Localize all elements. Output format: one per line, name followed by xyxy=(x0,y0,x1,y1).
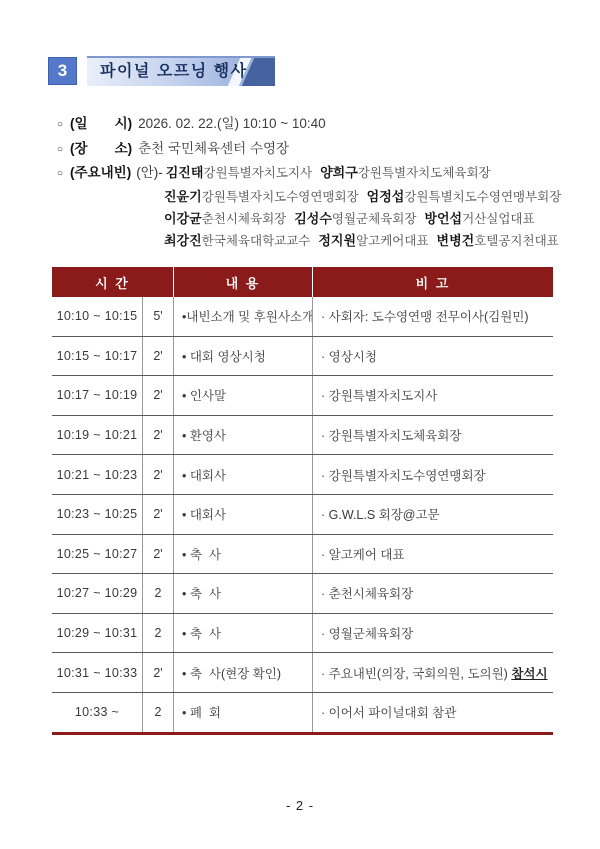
schedule-table-header xyxy=(52,267,553,297)
vip-name: 김진태 xyxy=(165,165,204,180)
vip-label: (주요내빈) xyxy=(70,165,132,180)
cell-remark: · 영상시청 xyxy=(312,337,553,376)
page-number: - 2 - xyxy=(285,798,315,813)
event-datetime-line xyxy=(57,112,577,137)
table-row xyxy=(52,495,553,535)
table-row xyxy=(52,337,553,377)
table-row xyxy=(52,416,553,456)
section-title: 파이널 오프닝 행사 xyxy=(100,63,248,80)
cell-time: 10:10 ~ 10:15 xyxy=(56,309,138,324)
vip-name: 변병건 xyxy=(436,232,475,248)
cell-content: • 축 사 xyxy=(173,535,312,574)
vip-name: 김성수 xyxy=(294,210,332,226)
vip-name: 정지원 xyxy=(318,232,357,248)
cell-remark: · 영월군체육회장 xyxy=(312,614,553,653)
cell-remark: · 춘천시체육회장 xyxy=(312,574,553,613)
cell-time: 10:15 ~ 10:17 xyxy=(56,348,138,363)
vip-title: 알고케어대표 xyxy=(356,233,429,248)
cell-content: • 축 사 xyxy=(173,614,312,653)
vip-line xyxy=(57,186,577,208)
vip-title: 춘천시체육회장 xyxy=(201,211,287,226)
cell-content: •내빈소개 및 후원사소개 xyxy=(173,297,312,336)
cell-time: 10:21 ~ 10:23 xyxy=(56,467,138,482)
section-number-badge: 3 xyxy=(48,57,77,85)
datetime-label: (일 시) xyxy=(70,116,133,131)
vip-title: 강원특별치도수영연맹부회장 xyxy=(404,189,562,204)
vip-draft-prefix: (안)- xyxy=(136,165,163,180)
cell-duration: 2' xyxy=(142,337,173,376)
vip-title: 한국체육대학교교수 xyxy=(201,233,311,248)
cell-duration: 2 xyxy=(142,614,173,653)
cell-remark: · 강원특별자치도수영연맹회장 xyxy=(312,455,553,494)
cell-content: • 대회사 xyxy=(173,495,312,534)
table-row xyxy=(52,297,553,337)
cell-remark: · 주요내빈(의장, 국회의원, 도의원) 참석시 xyxy=(312,653,553,692)
cell-time: 10:17 ~ 10:19 xyxy=(56,388,138,403)
table-row xyxy=(52,455,553,495)
vip-title: 호텔공지천대표 xyxy=(474,233,559,248)
column-header-content: 내 용 xyxy=(173,267,312,297)
cell-content: • 폐 회 xyxy=(173,693,312,732)
vip-name: 진윤기 xyxy=(164,188,202,204)
event-vip-line xyxy=(57,161,577,186)
vip-title: 강원특별자치도수영연맹회장 xyxy=(201,189,359,204)
event-venue-line xyxy=(57,137,577,162)
schedule-table xyxy=(52,267,553,735)
vip-title: 영월군체육회장 xyxy=(331,211,417,226)
cell-content: • 대회 영상시청 xyxy=(173,337,312,376)
venue-label: (장 소) xyxy=(70,140,133,156)
vip-title: 강원특별자치도지사 xyxy=(203,166,313,180)
vip-title: 강원특별자치도체육회장 xyxy=(357,166,491,180)
circle-bullet: ○ xyxy=(57,143,64,155)
vip-line xyxy=(166,165,499,180)
event-info xyxy=(57,112,577,252)
vip-name: 방언섭 xyxy=(424,210,463,226)
cell-duration: 2' xyxy=(142,416,173,455)
vip-name: 최강진 xyxy=(164,232,202,248)
vip-title: 거산실업대표 xyxy=(462,211,535,226)
cell-time: 10:31 ~ 10:33 xyxy=(56,665,138,680)
section-title-banner xyxy=(87,56,275,86)
table-row xyxy=(52,574,553,614)
column-header-time: 시 간 xyxy=(95,275,130,291)
cell-content: • 인사말 xyxy=(173,376,312,415)
cell-content: • 축 사(현장 확인) xyxy=(173,653,312,692)
schedule-table-body xyxy=(52,297,553,732)
cell-duration: 2' xyxy=(142,535,173,574)
table-row xyxy=(52,376,553,416)
cell-time: 10:27 ~ 10:29 xyxy=(56,586,138,601)
table-row xyxy=(52,535,553,575)
cell-duration: 2 xyxy=(142,574,173,613)
table-row xyxy=(52,614,553,654)
cell-duration: 2' xyxy=(142,376,173,415)
vip-name: 이강균 xyxy=(164,210,202,226)
cell-time: 10:29 ~ 10:31 xyxy=(56,626,138,641)
cell-remark: · 사회자: 도수영연맹 전무이사(김원민) xyxy=(312,297,553,336)
cell-content: • 환영사 xyxy=(173,416,312,455)
circle-bullet: ○ xyxy=(57,168,64,179)
vip-name: 엄정섭 xyxy=(366,188,405,204)
cell-time: 10:19 ~ 10:21 xyxy=(56,428,138,443)
remark-emphasis: 참석시 xyxy=(511,666,548,681)
cell-duration: 2' xyxy=(142,455,173,494)
cell-duration: 2' xyxy=(142,653,173,692)
cell-remark: · 이어서 파이널대회 참관 xyxy=(312,693,553,732)
cell-time: 10:25 ~ 10:27 xyxy=(56,546,138,561)
cell-remark: · 알고케어 대표 xyxy=(312,535,553,574)
table-row xyxy=(52,693,553,732)
cell-remark: · 강원특별자치도지사 xyxy=(312,376,553,415)
datetime-value: 2026. 02. 22.(일) 10:10 ~ 10:40 xyxy=(138,116,326,131)
circle-bullet: ○ xyxy=(57,119,64,130)
column-header-remark: 비 고 xyxy=(312,267,553,297)
cell-time: 10:33 ~ xyxy=(74,705,120,720)
cell-remark: · 강원특별자치도체육회장 xyxy=(312,416,553,455)
vip-line xyxy=(57,208,577,230)
cell-remark: · G.W.L.S 회장@고문 xyxy=(312,495,553,534)
vip-name: 양희구 xyxy=(320,165,358,180)
cell-duration: 2 xyxy=(142,693,173,732)
cell-content: • 대회사 xyxy=(173,455,312,494)
venue-value: 춘천 국민체육센터 수영장 xyxy=(138,140,290,156)
cell-duration: 5' xyxy=(142,297,173,336)
table-row xyxy=(52,653,553,693)
cell-duration: 2' xyxy=(142,495,173,534)
vip-line xyxy=(57,230,577,252)
cell-content: • 축 사 xyxy=(173,574,312,613)
cell-time: 10:23 ~ 10:25 xyxy=(56,507,138,522)
